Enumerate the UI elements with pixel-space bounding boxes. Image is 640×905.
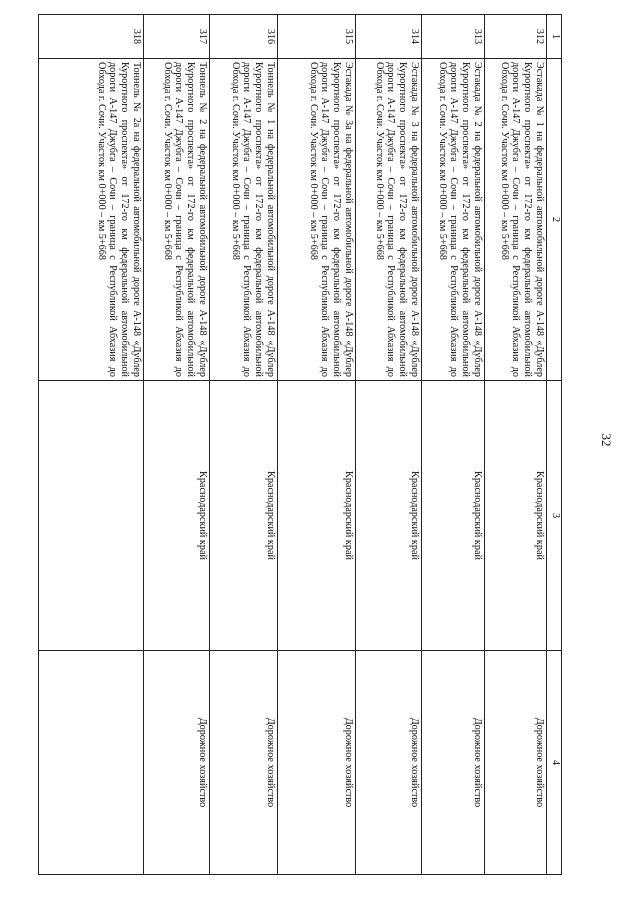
region: Краснодарский край xyxy=(485,381,547,651)
table-row xyxy=(485,15,547,875)
row-number: 316 xyxy=(210,15,278,59)
region: Краснодарский край xyxy=(422,381,485,651)
industry: Дорожное хозяйство xyxy=(356,651,422,875)
table-row xyxy=(210,15,278,875)
object-name: Эстакада № 2 на федеральной автомобильной дороге А-148 «Дублер Курортного проспекта» от 172-го км федеральной автомобильной дороги А-147 Джубга – Сочи – граница с Республикой Абхазия до Обхода г. Сочи. Участок км 0+000 – км 5+668 xyxy=(422,59,485,381)
object-name: Эстакада № 3а на федеральной автомобильной дороге А-148 «Дублер Курортного проспекта» от 172-го км федеральной автомобильной дороги А-147 Джубга – Сочи – граница с Республикой Абхазия до Обхода г. Сочи. Участок км 0+000 – км 5+668 xyxy=(278,59,356,381)
column-header: 1 xyxy=(547,15,562,59)
table-row xyxy=(422,15,485,875)
industry: Дорожное хозяйство xyxy=(210,651,278,875)
object-name: Эстакада № 1 на федеральной автомобильной дороге А-148 «Дублер Курортного проспекта» от 172-го км федеральной автомобильной дороги А-147 Джубга – Сочи – граница с Республикой Абхазия до Обхода г. Сочи. Участок км 0+000 – км 5+668 xyxy=(485,59,547,381)
page-number: 32 xyxy=(599,433,614,447)
region: Краснодарский край xyxy=(356,381,422,651)
industry: Дорожное хозяйство xyxy=(485,651,547,875)
industry: Дорожное хозяйство xyxy=(278,651,356,875)
row-number: 313 xyxy=(422,15,485,59)
column-header: 4 xyxy=(547,651,562,875)
registry-table-container xyxy=(40,14,562,874)
column-header: 2 xyxy=(547,59,562,381)
table-row xyxy=(144,15,210,875)
row-number: 317 xyxy=(144,15,210,59)
industry: Дорожное хозяйство xyxy=(144,651,210,875)
industry: Дорожное хозяйство xyxy=(422,651,485,875)
table-row xyxy=(39,15,144,875)
registry-table xyxy=(38,14,562,875)
table-row xyxy=(356,15,422,875)
table-header-row xyxy=(547,15,562,875)
region: Краснодарский край xyxy=(144,381,210,651)
table-row xyxy=(278,15,356,875)
object-name: Тоннель № 2а на федеральной автомобильной дороге А-148 «Дублер Курортного проспекта» от 172-го км федеральной автомобильной дороги А-147 Джубга – Сочи – граница с Республикой Абхазия до Обхода г. Сочи. Участок км 0+000 – км 5+668 xyxy=(39,59,144,381)
region: Краснодарский край xyxy=(278,381,356,651)
object-name: Эстакада № 3 на федеральной автомобильной дороге А-148 «Дублер Курортного проспекта» от 172-го км федеральной автомобильной дороги А-147 Джубга – Сочи – граница с Республикой Абхазия до Обхода г. Сочи. Участок км 0+000 – км 5+668 xyxy=(356,59,422,381)
object-name: Тоннель № 1 на федеральной автомобильной дороге А-148 «Дублер Курортного проспекта» от 172-го км федеральной автомобильной дороги А-147 Джубга – Сочи – граница с Республикой Абхазия до Обхода г. Сочи. Участок км 0+000 – км 5+668 xyxy=(210,59,278,381)
industry xyxy=(39,651,144,875)
region: Краснодарский край xyxy=(210,381,278,651)
row-number: 314 xyxy=(356,15,422,59)
row-number: 318 xyxy=(39,15,144,59)
row-number: 312 xyxy=(485,15,547,59)
row-number: 315 xyxy=(278,15,356,59)
region xyxy=(39,381,144,651)
column-header: 3 xyxy=(547,381,562,651)
object-name: Тоннель № 2 на федеральной автомобильной дороге А-148 «Дублер Курортного проспекта» от 172-го км федеральной автомобильной дороги А-147 Джубга – Сочи – граница с Республикой Абхазия до Обхода г. Сочи. Участок км 0+000 – км 5+668 xyxy=(144,59,210,381)
